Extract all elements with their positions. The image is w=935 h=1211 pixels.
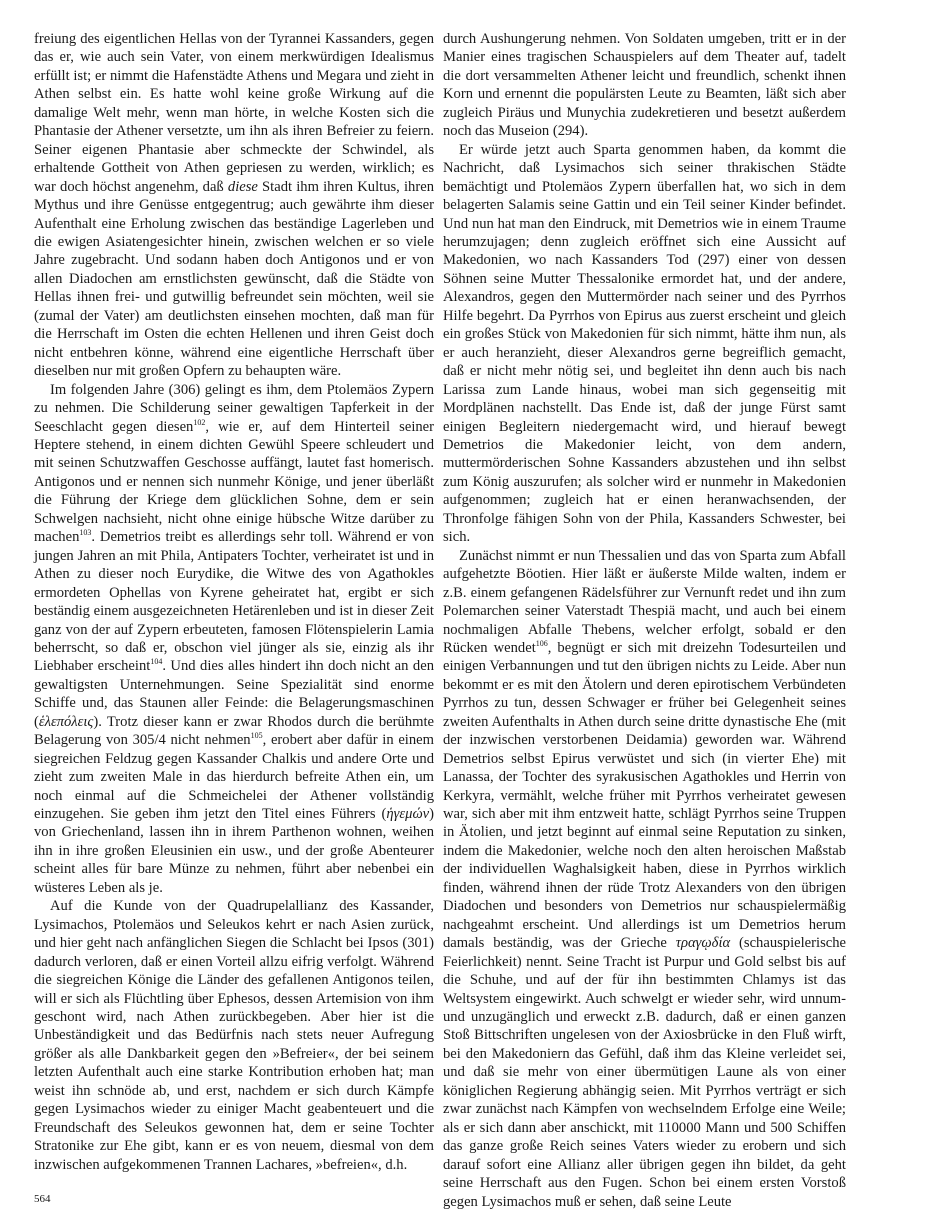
paragraph: Er würde jetzt auch Sparta genommen haben, da kommt die Nachricht, daß Lysimachos sich seiner thrakischen Städte bemächtigt und Ptolemäos Zypern überfallen hat, wo sich in dem belagerten Salamis seine Gattin und ein Teil seiner Kinder befindet. Und nun hat man den Eindruck, mit Demetrios wie in einem Traume herumzujagen; denn zugleich eröffnet sich eine Aussicht auf Makedonien, wo nach Kassanders Tod (297) einer von dessen Söhnen seine Mutter Thessalonike ermordet hat, und der andere, Alexandros, gegen den Muttermörder nach seiner und des Pyrrhos Hilfe begehrt. Da Pyrrhos von Epirus aus zuerst erscheint und gleich ein großes Stück von Makedonien für sich nimmt, hätte ihm nun, als er auch heranzieht, dieser Alexandros gerne begreiflich gemacht, daß er nicht mehr nötig sei, und begleitet ihn denn auch bis nach Larissa zum Lande hinaus, wobei man sich gegenseitig mit Mordplänen nachstellt. Das Ende ist, daß der junge Fürst samt einigen Begleitern niedergemacht wird, und hierauf bewegt Demetrios die Makedonier leicht, von dem andern, muttermörderischen Sohne Kassanders abzustehen und ihn selbst zum König auszurufen; als solcher wird er nunmehr in Makedonien aufgenommen; zugleich hat er einen heranwachsenden, der Thronfolge fähigen Sohn von der Phila, Kassanders Schwester, bei sich.: [443, 141, 846, 546]
greek-term: ἡγεμών: [386, 806, 430, 823]
left-column: [34, 30, 434, 1174]
paragraph: Zunächst nimmt er nun Thessalien und das von Sparta zum Abfall aufgehetzte Böotien. Hier läßt er äußerste Milde walten, indem er z.B. einem gefangenen Rädelsführer zur Vernunft redet und ihn zum Polemarchen seiner Vaterstadt Thespiä macht, und auch bei einem nochmaligen Abfalle Thebens, welcher erfolgt, sobald er den Rücken wendet$^{106}$, begnügt er sich mit dreizehn Todesurteilen und einigen Verbannungen und tut den übrigen nichts zu Leide. Aber nun bekommt er es mit den Ätolern und deren epirotischem Verbündeten Pyrrhos zu tun, dessen Schwager er früher bei Gelegenheit seines zweiten Aufenthalts in Athen durch seine dritte dynastische Ehe (mit der inzwischen verstorbenen Deidamia) geworden war. Während Demetrios selbst Epirus verwüstet und sich (in vierter Ehe) mit Lanassa, der Tochter des syrakusischen Agathokles und Herrin von Kerkyra, vermählt, welche früher mit Pyrrhos verheiratet gewesen war, sich aber mit ihm entzweit hatte, schlägt Pyrrhos seine Truppen in Ätolien, und jetzt beginnt auf einmal seine Reputation zu sinken, indem die Makedonier, welche noch den alten heroischen Maßstab der individuellen Waghalsigkeit haben, diese in Pyrrhos wirklich finden, während ihnen der rüde Trotz Alexanders von den übrigen Diadochen und besonders von Demetrios nur schauspielermäßig nachgeahmt erscheint. Und allerdings ist um Demetrios herum damals beständig, was der Grieche τραγῳδία (schauspielerische Feierlichkeit) nennt. Seine Tracht ist Purpur und Gold selbst bis auf die Schuhe, und auf der für ihn bestimmten Chlamys ist das Weltsystem eingewirkt. Auch schwelgt er wieder sehr, wird unnum- und unzugänglich und erweckt z.B. dadurch, daß er einen ganzen Stoß Bittschriften ungelesen von der Axiosbrücke in den Fluß wirft, bei den Makedoniern das Gefühl, daß ihm das Kleine verleidet sei, und daß sie mehr von einer übermütigen Laune als von einer königlichen Regierung abhängig seien. Mit Pyrrhos verträgt er sich zwar zunächst nach Kämpfen von wechselndem Erfolge eine Weile; als er sich dann aber anschickt, mit 110000 Mann und 500 Schiffen das ganze große Reich seines Vaters wieder zu erobern und sich darauf sofort eine Allianz aller übrigen gegen ihn bildet, da geht seine Herrschaft aus den Fugen. Schon bei einem ersten Vorstoß gegen Lysimachos muß er sehen, daß seine Leute: [443, 547, 847, 1210]
footnote-ref-106: 106: [535, 638, 548, 648]
paragraph: Auf die Kunde von der Quadrupelallianz des Kassander, Lysimachos, Ptolemäos und Seleukos kehrt er nach Asien zurück, und hier geht nach anfänglichen Siegen die Schlacht bei Ipsos (301) dadurch verloren, daß er einen Vorteil allzu eifrig verfolgt. Während die siegreichen Könige die Länder des gefallenen Antigonos teilen, will er sich als Flüchtling über Ephesos, dessen Artemision von ihm geschont wird, nach Athen zurückbegeben. Aber hier ist die Unbeständigkeit und das Bedürfnis nach stets neuer Aufregung größer als alle Dankbarkeit gegen den »Befreier«, der bei seinem letzten Aufenthalt auch eine starke Kontribution erhoben hat; man weist ihn schnöde ab, und erst, nachdem er sich durch Kämpfe gegen Lysimachos wieder zu einiger Macht geabenteuert und die Freundschaft des Seleukos gewonnen hat, dem er seine Tochter Stratonike zur Ehe gibt, kann er es von neuem, diesmal von dem inzwischen aufgekommenen Trannen Lachares, »befreien«, d.h.: [34, 898, 434, 1173]
paragraph: Im folgenden Jahre (306) gelingt es ihm, dem Ptolemäos Zypern zu nehmen. Die Schilderung seiner gewaltigen Tapferkeit in der Seeschlacht gegen diesen$^{102}$, wie er, auf dem Hinterteil seiner Heptere stehend, in einem dichten Gewühl Speere schleudert und mit seinen Schutzwaffen Geschosse auffängt, lautet fast homerisch. Antigonos und er nennen sich nunmehr Könige, und jener überläßt die Führung der Kriege dem glücklichen Sohne, dem er sein Schwelgen nachsieht, nicht ohne einige hübsche Witze darüber zu machen$^{103}$. Demetrios treibt es allerdings sehr toll. Während er von jungen Jahren an mit Phila, Antipaters Tochter, verheiratet ist und in Athen zu dieser noch Eurydike, die Witwe des von Agathokles ermordeten Ophellas von Kyrene geheiratet hat, ergibt er sich beständig einem ausgezeichneten Hetärenleben und ist in dieser Zeit ganz von der auf Zypern erbeuteten, famosen Flötenspielerin Lamia beherrscht, so daß er, obschon viel jünger als sie, einzig als ihr Liebhaber erscheint$^{104}$. Und dies alles hindert ihn doch nicht an den gewaltigsten Unternehmungen. Seine Spezialität sind enorme Schiffe und, das Staunen aller Feinde: die Belagerungsmaschinen (ἑλεπόλεις). Trotz dieser kann er zwar Rhodos durch die berühmte Belagerung von 305/4 nicht nehmen$^{105}$, erobert aber dafür in einem siegreichen Feldzug gegen Kassander Chalkis und andere Orte und zieht zum zweiten Male in das hierdurch befreite Athen ein, um noch einmal auf die Schmeichelei der Athener vollständig einzugehen. Sie geben ihm jetzt den Titel eines Führers (ἡγεμών) von Griechenland, lassen ihn in ihrem Parthenon wohnen, weihen ihn in ihre großen Eleusinien ein usw., und der große Abenteurer scheint alles für bare Münze zu nehmen, führt aber nebenbei ein wüsteres Leben als je.: [34, 381, 435, 896]
footnote-ref-105: 105: [250, 731, 263, 741]
paragraph: freiung des eigentlichen Hellas von der Tyrannei Kassanders, gegen das er, wie auch sein Vater, von einem merkwürdigen Idealismus erfüllt ist; er nimmt die Hafenstädte Athens und Megara und zieht in Athen selbst ein. Es hatte wohl keine große Wirkung auf die damalige Welt mehr, wenn man hörte, in welche Kosten sich die Phantasie der Athener versetzte, um ihn als ihren Befreier zu feiern. Seiner eigenen Phantasie aber schmeckte der Schwindel, als erhaltende Gottheit von Athen gepriesen zu werden, wirklich; es war doch höchst angenehm, daß diese Stadt ihm ihren Kultus, ihren Mythus und ihre Genüsse entgegentrug; auch gewährte ihm dieser Aufenthalt eine Erholung zwischen das beständige Lagerleben und die ewigen Asiatengesichter hinein, zwischen welchen er so viele Jahre zugebracht. Und sodann haben doch Antigonos und er von allen Diadochen am ernstlichsten gewünscht, daß die Städte von Hellas ihnen frei- und gutwillig befreundet sein möchten, weil sie (zumal der Vater) am deutlichsten einsehen mochten, daß man für die Herrschaft im Osten die echten Hellenen und ihren Geist doch nicht entbehren könne, während eine eigentliche Herrschaft über dieselben nur mit großen Opfern zu behaupten wäre.: [34, 31, 434, 380]
emphasis: diese: [227, 178, 258, 195]
greek-term: ἑλεπόλεις: [38, 713, 94, 730]
footnote-ref-102: 102: [193, 417, 206, 427]
paragraph: durch Aushungerung nehmen. Von Soldaten umgeben, tritt er in der Manier eines tragischen Schauspielers auf dem Theater auf, tadelt die dort versammelten Athener leicht und freundlich, schenkt ihnen Korn und ernennt die populärsten Leute zu Beamten, läßt sich aber zugleich Piräus und Munychia zudekretieren und besetzt außerdem noch das Museion (294).: [443, 31, 846, 140]
right-column: [443, 30, 846, 1211]
footnote-ref-103: 103: [79, 528, 92, 538]
greek-term: τραγῳδία: [675, 935, 731, 952]
page-number: 564: [34, 1193, 51, 1205]
footnote-ref-104: 104: [150, 657, 163, 667]
